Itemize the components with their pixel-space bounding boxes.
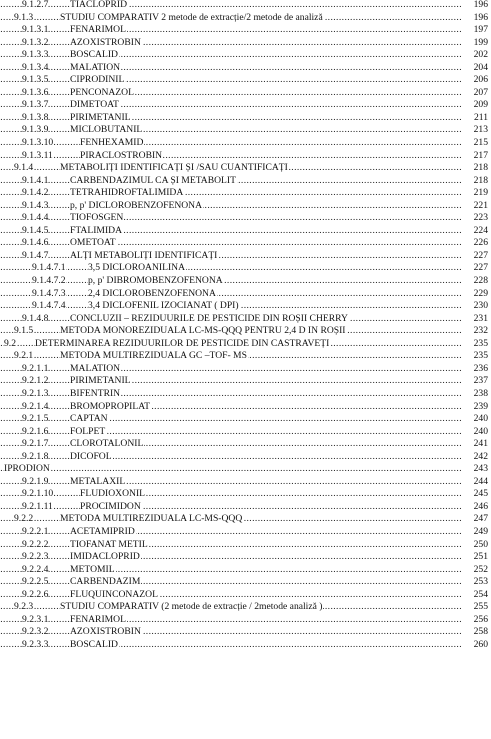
- toc-entry[interactable]: [0, 501, 491, 514]
- toc-entry-title: TIOFOSGEN: [70, 212, 124, 224]
- toc-entry-number: 9.1.4.6: [22, 237, 49, 249]
- toc-entry-page: 207: [464, 87, 488, 100]
- toc-entry-title: METALAXIL: [70, 475, 126, 487]
- toc-entry-page: 199: [464, 37, 488, 50]
- toc-entry-page: 204: [464, 62, 488, 75]
- toc-entry-number: 9.2.3: [14, 601, 34, 613]
- toc-entry[interactable]: [0, 639, 491, 652]
- toc-entry-title: PIRIMETANIL: [70, 111, 131, 123]
- toc-entry-title: PIRIMETANIL: [70, 375, 131, 387]
- toc-entry-number: 9.2.1.11: [22, 500, 53, 512]
- toc-entry-page: 213: [464, 124, 488, 137]
- dot-leader: [0, 262, 462, 275]
- toc-entry-page: 218: [464, 175, 488, 188]
- toc-entry[interactable]: [0, 388, 491, 401]
- dot-leader: [0, 137, 462, 150]
- toc-entry[interactable]: [0, 62, 491, 75]
- toc-entry[interactable]: [0, 250, 491, 263]
- toc-entry-page: 243: [464, 463, 488, 476]
- toc-entry-number: 9.2.1.9: [22, 475, 49, 487]
- toc-entry[interactable]: [0, 124, 491, 137]
- toc-entry-title: ALȚI METABOLIȚI IDENTIFICAȚI: [70, 249, 218, 261]
- toc-entry-number: 9.1.4.5: [22, 224, 49, 236]
- toc-entry-number: 9.2.1.1: [22, 362, 49, 374]
- toc-entry-number: 9.1.3.7: [22, 99, 49, 111]
- toc-entry-page: 244: [464, 476, 488, 489]
- toc-entry-title: PENCONAZOL: [70, 86, 134, 98]
- dot-leader: [0, 488, 462, 501]
- toc-entry-title: MALATION: [70, 61, 121, 73]
- toc-entry-title: IPRODION: [4, 463, 50, 475]
- toc-entry-page: 247: [464, 513, 488, 526]
- toc-entry-page: 217: [464, 150, 488, 163]
- toc-entry-number: 9.1.3.3: [22, 49, 49, 61]
- toc-entry-title: FLUDIOXONIL: [80, 488, 146, 500]
- toc-entry-number: 9.1.3.11: [22, 149, 53, 161]
- toc-entry-title: METODA MULTIREZIDUALA GC –TOF- MS: [60, 350, 247, 362]
- toc-entry-title: FLUQUINCONAZOL: [70, 588, 158, 600]
- toc-entry-title: METOMIL: [70, 563, 115, 575]
- toc-entry-title: CLOROTALONIL: [70, 438, 144, 450]
- toc-entry[interactable]: [0, 49, 491, 62]
- toc-entry-page: 206: [464, 74, 488, 87]
- toc-entry-page: 239: [464, 401, 488, 414]
- toc-entry-title: STUDIU COMPARATIV 2 metode de extracție/2 metode de analiză: [60, 11, 323, 23]
- toc-entry-number: 9.1.4: [14, 162, 34, 174]
- toc-entry-title: METABOLIȚI IDENTIFICAȚI ȘI /SAU CUANTIFICAȚI: [60, 162, 288, 174]
- toc-entry-page: 197: [464, 24, 488, 37]
- toc-entry-number: 9.2.2.6: [22, 588, 49, 600]
- toc-entry[interactable]: [0, 74, 491, 87]
- toc-entry-page: 246: [464, 501, 488, 514]
- toc-entry-number: 9.1.4.1: [22, 174, 49, 186]
- toc-entry-page: 254: [464, 589, 488, 602]
- toc-entry-page: 242: [464, 451, 488, 464]
- toc-entry-title: STUDIU COMPARATIV (2 metode de extracție / 2metode analiză ): [60, 601, 323, 613]
- toc-entry-title: 2,4 DICLOROBENZOFENONA: [88, 287, 216, 299]
- toc-entry-number: 9.1.2.7: [22, 0, 49, 10]
- toc-entry-number: 9.2.1.10: [22, 488, 54, 500]
- dot-leader: [0, 463, 462, 476]
- toc-entry-number: 9.2.1.2: [22, 375, 49, 387]
- toc-entry[interactable]: [0, 99, 491, 112]
- toc-entry-number: 9.2.3.2: [22, 626, 49, 638]
- toc-entry-title: FENHEXAMID: [80, 137, 144, 149]
- toc-entry-title: MALATION: [70, 362, 121, 374]
- toc-entry-number: 9.1.4.7.1: [32, 262, 66, 274]
- toc-entry-number: 9.2: [4, 337, 16, 349]
- toc-entry-number: 9.1.4.3: [22, 199, 49, 211]
- toc-entry-title: FOLPET: [70, 425, 106, 437]
- toc-entry[interactable]: [0, 150, 491, 163]
- toc-entry-number: 9.2.1: [14, 350, 34, 362]
- toc-entry-number: 9.1.4.8: [22, 312, 49, 324]
- toc-entry-page: 232: [464, 325, 488, 338]
- toc-entry-title: TIACLOPRID: [70, 0, 128, 10]
- toc-entry[interactable]: [0, 0, 491, 12]
- toc-entry-page: 227: [464, 262, 488, 275]
- toc-entry-title: p, p' DICLOROBENZOFENONA: [70, 199, 203, 211]
- toc-entry-title: CARBENDAZIM: [70, 576, 141, 588]
- toc-entry[interactable]: [0, 325, 491, 338]
- toc-entry-title: 3,5 DICLOROANILINA: [88, 262, 185, 274]
- toc-entry[interactable]: [0, 576, 491, 589]
- toc-entry[interactable]: [0, 275, 491, 288]
- toc-entry-title: METODA MONOREZIDUALA LC-MS-QQQ PENTRU 2,4 D IN ROȘII: [60, 325, 346, 337]
- toc-entry-title: AZOXISTROBIN: [70, 626, 141, 638]
- toc-entry-page: 235: [464, 350, 488, 363]
- toc-entry-page: 252: [464, 564, 488, 577]
- toc-entry-page: 253: [464, 576, 488, 589]
- toc-entry-number: 9.1.3.10: [22, 137, 54, 149]
- toc-entry-title: DICOFOL: [70, 450, 112, 462]
- toc-entry[interactable]: [0, 24, 491, 37]
- toc-entry[interactable]: [0, 589, 491, 602]
- toc-entry[interactable]: [0, 463, 491, 476]
- toc-entry-title: AZOXISTROBIN: [70, 36, 141, 48]
- toc-entry-title: BOSCALID: [70, 49, 118, 61]
- dot-leader: [0, 275, 462, 288]
- toc-entry-title: p, p' DIBROMOBENZOFENONA: [88, 275, 223, 287]
- toc-entry-page: 258: [464, 626, 488, 639]
- toc-entry[interactable]: [0, 426, 491, 439]
- dot-leader: [0, 150, 462, 163]
- toc-entry[interactable]: [0, 225, 491, 238]
- toc-entry-title: DETERMINAREA REZIDUURILOR DE PESTICIDE DIN CASTRAVEȚI: [35, 337, 330, 349]
- toc-entry-number: 9.2.2.4: [22, 563, 49, 575]
- toc-entry[interactable]: [0, 350, 491, 363]
- toc-entry-title: METODA MULTIREZIDUALA LC-MS-QQQ: [60, 513, 243, 525]
- toc-entry-number: 9.1.3.2: [22, 36, 49, 48]
- toc-entry-number: 9.2.1.4: [22, 400, 49, 412]
- toc-entry-title: CIPRODINIL: [70, 74, 125, 86]
- toc-entry-page: 215: [464, 137, 488, 150]
- toc-entry[interactable]: [0, 162, 491, 175]
- toc-entry-title: PROCIMIDON: [80, 500, 141, 512]
- toc-entry-title: BOSCALID: [70, 638, 118, 650]
- toc-entry-number: 9.1.3: [14, 11, 34, 23]
- toc-entry-page: 196: [464, 0, 488, 12]
- toc-entry-page: 219: [464, 187, 488, 200]
- toc-entry-page: 209: [464, 99, 488, 112]
- toc-entry-number: 9.2.2: [14, 513, 34, 525]
- toc-entry-title: CARBENDAZIMUL CA ȘI METABOLIT: [70, 174, 236, 186]
- toc-entry-number: 9.1.4.7.3: [32, 287, 66, 299]
- dot-leader: [0, 501, 462, 514]
- toc-entry-page: 196: [464, 12, 488, 25]
- toc-entry-page: 238: [464, 388, 488, 401]
- toc-entry-page: 211: [464, 112, 488, 125]
- toc-entry-number: 9.1.3.4: [22, 61, 49, 73]
- toc-entry[interactable]: [0, 601, 491, 614]
- toc-entry-page: 237: [464, 375, 488, 388]
- toc-entry-page: 240: [464, 413, 488, 426]
- toc-entry-page: 231: [464, 313, 488, 326]
- toc-entry-title: TIOFANAT METIL: [70, 538, 148, 550]
- toc-entry[interactable]: [0, 37, 491, 50]
- toc-entry-page: 240: [464, 426, 488, 439]
- toc-entry-number: 9.1.4.2: [22, 187, 49, 199]
- toc-entry-title: IMIDACLOPRID: [70, 551, 140, 563]
- toc-entry[interactable]: [0, 401, 491, 414]
- toc-entry-number: 9.1.4.4: [22, 212, 49, 224]
- toc-entry[interactable]: [0, 112, 491, 125]
- toc-entry-title: OMETOAT: [70, 237, 116, 249]
- toc-entry-page: 230: [464, 300, 488, 313]
- toc-entry[interactable]: [0, 12, 491, 25]
- toc-entry-page: 255: [464, 601, 488, 614]
- toc-entry-number: 9.2.2.1: [22, 525, 49, 537]
- toc-entry[interactable]: [0, 363, 491, 376]
- toc-entry[interactable]: [0, 313, 491, 326]
- toc-entry[interactable]: [0, 338, 491, 351]
- toc-entry-number: 9.2.1.3: [22, 387, 49, 399]
- toc-entry-number: 9.2.3.3: [22, 638, 49, 650]
- toc-entry-number: 9.2.2.5: [22, 576, 49, 588]
- toc-entry-number: 9.2.1.8: [22, 450, 49, 462]
- toc-entry[interactable]: [0, 626, 491, 639]
- toc-entry-page: 229: [464, 288, 488, 301]
- toc-entry-page: 251: [464, 551, 488, 564]
- toc-entry-page: 235: [464, 338, 488, 351]
- toc-entry[interactable]: [0, 175, 491, 188]
- toc-entry-title: MICLOBUTANIL: [70, 124, 143, 136]
- toc-entry[interactable]: [0, 526, 491, 539]
- toc-entry-number: 9.1.3.1: [22, 24, 49, 36]
- toc-entry[interactable]: [0, 200, 491, 213]
- toc-entry[interactable]: [0, 476, 491, 489]
- toc-entry-page: 221: [464, 200, 488, 213]
- toc-entry-number: 9.1.3.6: [22, 86, 49, 98]
- toc-entry-number: 9.2.1.5: [22, 413, 49, 425]
- toc-entry[interactable]: [0, 262, 491, 275]
- toc-entry-number: 9.1.5: [14, 325, 34, 337]
- toc-entry-page: 245: [464, 488, 488, 501]
- toc-entry[interactable]: [0, 564, 491, 577]
- toc-entry-title: 3,4 DICLOFENIL IZOCIANAT ( DPI): [88, 300, 239, 312]
- toc-entry-page: 249: [464, 526, 488, 539]
- toc-entry[interactable]: [0, 513, 491, 526]
- toc-entry-page: 223: [464, 212, 488, 225]
- toc-entry[interactable]: [0, 237, 491, 250]
- toc-entry-title: PIRACLOSTROBIN: [80, 149, 163, 161]
- toc-entry-title: BROMOPROPILAT: [70, 400, 150, 412]
- toc-entry[interactable]: [0, 288, 491, 301]
- toc-entry[interactable]: [0, 451, 491, 464]
- toc-entry-number: 9.1.3.5: [22, 74, 49, 86]
- toc-entry[interactable]: [0, 87, 491, 100]
- toc-entry-title: FTALIMIDA: [70, 224, 122, 236]
- toc-entry-page: 260: [464, 639, 488, 652]
- toc-entry-number: 9.2.3.1: [22, 613, 49, 625]
- toc-entry[interactable]: [0, 539, 491, 552]
- toc-entry-title: FENARIMOL: [70, 24, 126, 36]
- toc-entry-title: CAPTAN: [70, 413, 108, 425]
- toc-entry-page: 228: [464, 275, 488, 288]
- toc-entry-title: BIFENTRIN: [70, 387, 121, 399]
- dot-leader: [0, 288, 462, 301]
- toc-entry-title: FENARIMOL: [70, 613, 126, 625]
- toc-entry-page: 227: [464, 250, 488, 263]
- toc-entry-number: 9.2.2.2: [22, 538, 49, 550]
- toc-entry[interactable]: [0, 413, 491, 426]
- toc-entry[interactable]: [0, 614, 491, 627]
- toc-entry-number: 9.1.4.7: [22, 249, 49, 261]
- toc-entry[interactable]: [0, 551, 491, 564]
- toc-entry[interactable]: [0, 438, 491, 451]
- toc-entry-page: 250: [464, 539, 488, 552]
- toc-entry[interactable]: [0, 375, 491, 388]
- toc-entry[interactable]: [0, 137, 491, 150]
- toc-entry-number: 9.1.4.7.2: [32, 275, 66, 287]
- toc-entry-title: DIMETOAT: [70, 99, 119, 111]
- toc-entry[interactable]: [0, 187, 491, 200]
- toc-entry-page: 202: [464, 49, 488, 62]
- toc-entry[interactable]: [0, 212, 491, 225]
- toc-entry[interactable]: [0, 300, 491, 313]
- toc-entry-number: 9.2.1.6: [22, 425, 49, 437]
- toc-entry-page: 226: [464, 237, 488, 250]
- toc-entry-page: 256: [464, 614, 488, 627]
- toc-entry-page: 224: [464, 225, 488, 238]
- toc-entry-page: 236: [464, 363, 488, 376]
- toc-entry-title: CONCLUZII – REZIDUURILE DE PESTICIDE DIN ROȘII CHERRY: [70, 312, 348, 324]
- toc-entry[interactable]: [0, 488, 491, 501]
- toc-entry-number: 9.1.3.9: [22, 124, 49, 136]
- toc-entry-number: 9.2.2.3: [22, 551, 49, 563]
- toc-entry-page: 241: [464, 438, 488, 451]
- toc-entry-number: 9.1.4.7.4: [32, 300, 66, 312]
- toc-entry-title: TETRAHIDROFTALIMIDA: [70, 187, 184, 199]
- toc-entry-page: 218: [464, 162, 488, 175]
- toc-entry-number: 9.2.1.7: [22, 438, 49, 450]
- toc-entry-number: 9.1.3.8: [22, 111, 49, 123]
- toc-entry-title: ACETAMIPRID: [70, 525, 135, 537]
